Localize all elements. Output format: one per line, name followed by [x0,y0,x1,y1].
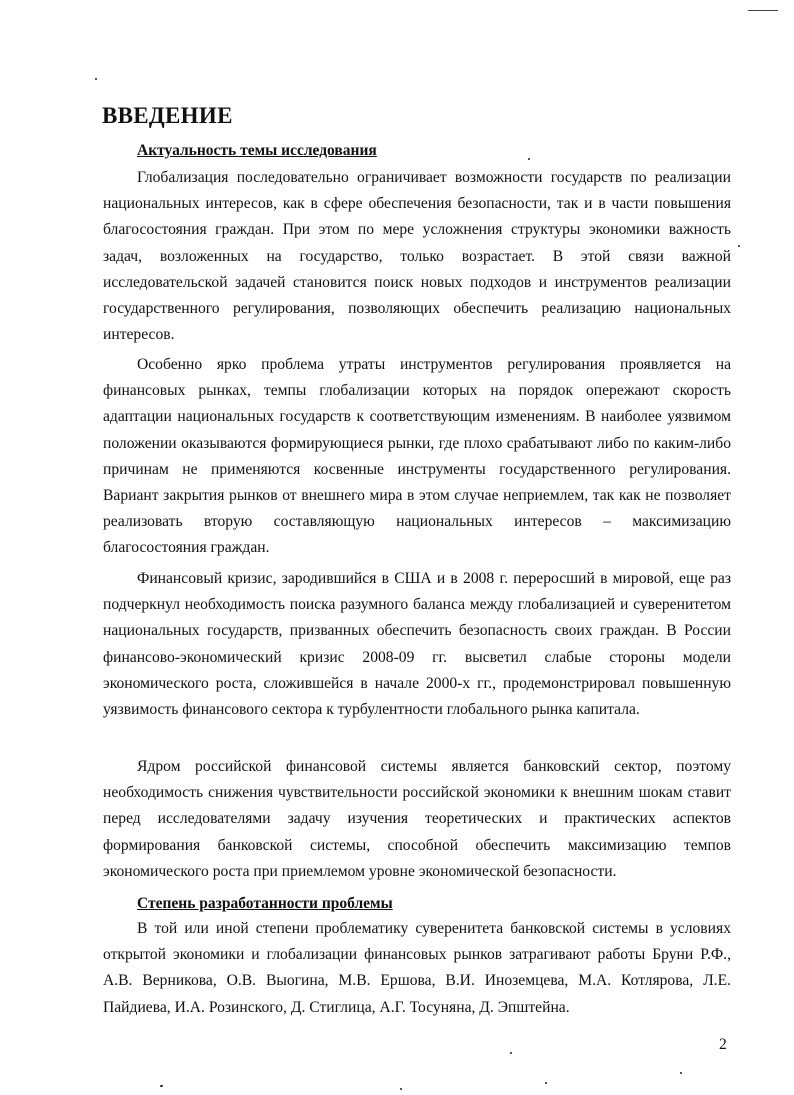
scan-speck [400,1088,402,1090]
scan-speck [528,158,530,160]
paragraph: Глобализация последовательно ограничивает возможности государств по реализации национальных интересов, как в сфере обеспечения безопасности, так и в части повышения благосостояния граждан. При этом по мере усложнения структуры экономики важность задач, возложенных на государство, только возрастает. В этой связи важной исследовательской задачей становится поиск новых подходов и инструментов реализации государственного регулирования, позволяющих обеспечить реализацию национальных интересов. [103,169,731,344]
page-title: ВВЕДЕНИЕ [102,103,233,128]
scan-speck [680,1072,682,1074]
section-heading-development: Степень разработанности проблемы [137,895,393,912]
scan-speck [160,1085,163,1087]
page-number: 2 [719,1036,727,1053]
scan-mark [748,10,778,11]
scan-speck [545,1082,547,1084]
paragraph: Ядром российской финансовой системы является банковский сектор, поэтому необходимость снижения чувствительности российской экономики к внешним шокам ставит перед исследователями задачу изучения теоретических и практических аспектов формирования банковской системы, способной обеспечить максимизацию темпов экономического роста при приемлемом уровне экономической безопасности. [103,758,731,880]
paragraph: В той или иной степени проблематику суверенитета банковской системы в условиях открытой экономики и глобализации финансовых рынков затрагивают работы Бруни Р.Ф., А.В. Верникова, О.В. Выогина, М.В. Ершова, В.И. Иноземцева, М.А. Котлярова, Л.Е. Пайдиева, И.А. Розинского, Д. Стиглица, А.Г. Тосуняна, Д. Эпштейна. [103,920,731,1016]
scan-speck [95,78,97,80]
section-heading-relevance: Актуальность темы исследования [137,142,377,159]
paragraph: Финансовый кризис, зародившийся в США и в 2008 г. переросший в мировой, еще раз подчеркнул необходимость поиска разумного баланса между глобализацией и суверенитетом национальных государств, призванных обеспечить безопасность своих граждан. В России финансово-экономический кризис 2008-09 гг. высветил слабые стороны модели экономического роста, сложившейся в начале 2000-х гг., продемонстрировал повышенную уязвимость финансового сектора к турбулентности глобального рынка капитала. [103,570,731,719]
paragraph: Особенно ярко проблема утраты инструментов регулирования проявляется на финансовых рынках, темпы глобализации которых на порядок опережают скорость адаптации национальных государств к соответствующим изменениям. В наиболее уязвимом положении оказываются формирующиеся рынки, где плохо срабатывают либо по каким-либо причинам не применяются косвенные инструменты государственного регулирования. Вариант закрытия рынков от внешнего мира в этом случае неприемлем, так как не позволяет реализовать вторую составляющую национальных интересов – максимизацию благосостояния граждан. [103,356,731,557]
scan-speck [738,245,740,247]
scan-speck [510,1052,512,1054]
